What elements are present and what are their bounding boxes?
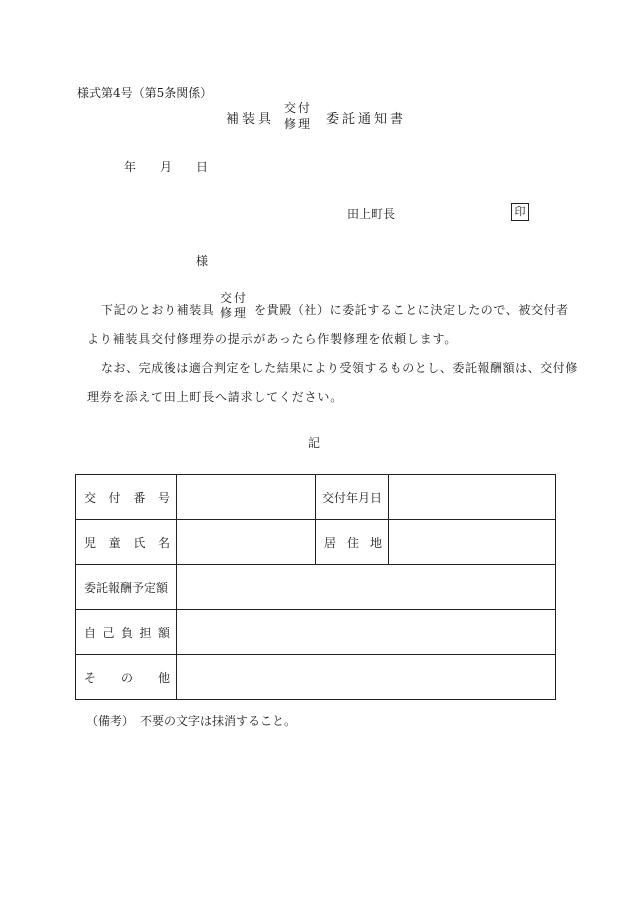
body-p1-line2: より補装具交付修理券の提示があったら作製修理を依頼します。	[87, 332, 458, 346]
details-table	[75, 474, 556, 700]
body-option-issue: 交付	[220, 291, 249, 305]
date-day: 日	[196, 160, 209, 174]
value-other[interactable]	[177, 655, 556, 700]
ki-heading: 記	[308, 436, 321, 450]
label-other: そ の 他	[76, 655, 177, 700]
addressee-honorific: 様	[196, 254, 209, 268]
title-prefix: 補装具	[226, 112, 275, 127]
body-p2-line2: 理券を添えて田上町長へ請求してください。	[87, 390, 344, 404]
value-issue-date[interactable]	[389, 475, 556, 520]
form-number: 様式第4号（第5条関係）	[77, 86, 213, 100]
seal-box: 印	[511, 203, 529, 221]
value-address[interactable]	[389, 520, 556, 565]
label-child-name: 児 童 氏 名	[76, 520, 177, 565]
table-row	[76, 610, 556, 655]
label-address: 居 住 地	[316, 520, 389, 565]
date-month: 月	[160, 160, 173, 174]
title-stacked-options	[284, 100, 312, 132]
value-self-pay[interactable]	[177, 610, 556, 655]
body-p1-start: 下記のとおり補装具	[101, 303, 215, 317]
remarks-note: （備考） 不要の文字は抹消すること。	[86, 714, 297, 728]
label-self-pay: 自 己 負 担 額	[76, 610, 177, 655]
label-issue-date: 交付年月日	[316, 475, 389, 520]
table-row	[76, 475, 556, 520]
title-suffix: 委託通知書	[326, 112, 407, 127]
table-row	[76, 520, 556, 565]
title-option-repair: 修理	[284, 117, 313, 131]
issuer-name: 田上町長	[347, 207, 396, 221]
body-p1-rest: を貴殿（社）に委託することに決定したので、被交付者	[254, 303, 569, 317]
value-child-name[interactable]	[177, 520, 316, 565]
label-issue-number: 交 付 番 号	[76, 475, 177, 520]
table-row	[76, 655, 556, 700]
value-issue-number[interactable]	[177, 475, 316, 520]
body-option-repair: 修理	[220, 306, 249, 320]
body-p1-stacked-options	[220, 291, 248, 321]
date-year: 年	[124, 160, 137, 174]
body-p2-line1: なお、完成後は適合判定をした結果により受領するものとし、委託報酬額は、交付修	[101, 361, 578, 375]
value-planned-fee[interactable]	[177, 565, 556, 610]
label-planned-fee: 委託報酬予定額	[76, 565, 177, 610]
table-row	[76, 565, 556, 610]
title-option-issue: 交付	[284, 101, 313, 115]
